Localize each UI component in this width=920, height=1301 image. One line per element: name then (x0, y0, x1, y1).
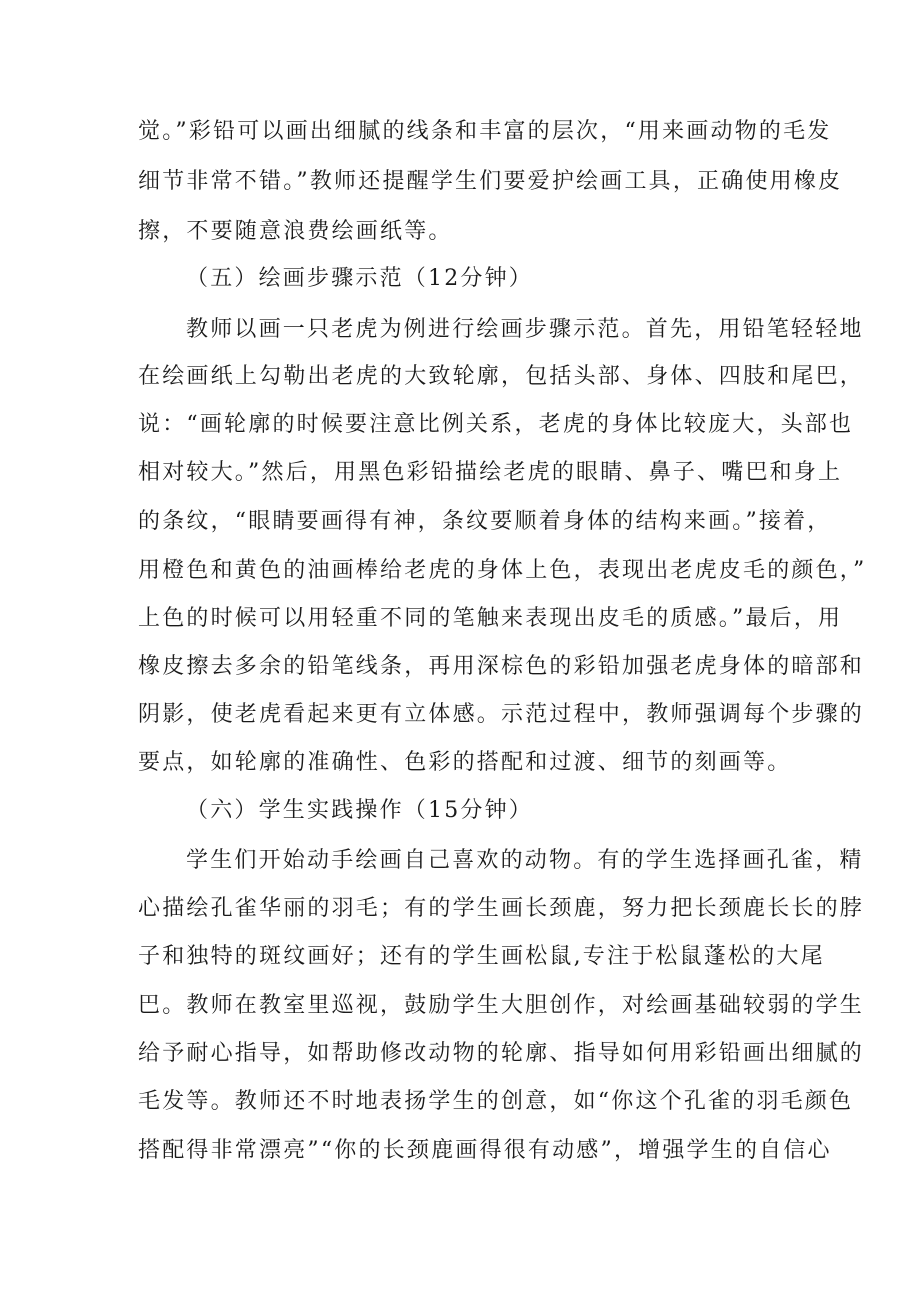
body-line: 说：“画轮廓的时候要注意比例关系，老虎的身体比较庞大，头部也 (138, 412, 854, 437)
body-line: 搭配得非常漂亮”“你的长颈鹿画得很有动感”，增强学生的自信心 (138, 1138, 832, 1163)
body-line: 子和独特的斑纹画好；还有的学生画松鼠,专注于松鼠蓬松的大尾 (138, 944, 825, 969)
body-line: 教师以画一只老虎为例进行绘画步骤示范。首先，用铅笔轻轻地 (186, 317, 864, 342)
body-line: 给予耐心指导，如帮助修改动物的轮廓、指导如何用彩铅画出细腻的 (138, 1041, 865, 1066)
body-line: 学生们开始动手绘画自己喜欢的动物。有的学生选择画孔雀，精 (186, 848, 864, 873)
body-line: 橡皮擦去多余的铅笔线条，再用深棕色的彩铅加强老虎身体的暗部和 (138, 654, 865, 679)
body-line: 细节非常不错。”教师还提醒学生们要爱护绘画工具，正确使用橡皮 (138, 169, 843, 194)
body-line: 觉。”彩铅可以画出细腻的线条和丰富的层次，“用来画动物的毛发 (138, 119, 832, 144)
body-line: 毛发等。教师还不时地表扬学生的创意，如“你这个孔雀的羽毛颜色 (138, 1089, 854, 1114)
body-line: 上色的时候可以用轻重不同的笔触来表现出皮毛的质感。”最后，用 (138, 606, 843, 631)
body-line: 在绘画纸上勾勒出老虎的大致轮廓，包括头部、身体、四肢和尾巴， (138, 364, 865, 389)
body-line: 擦，不要随意浪费绘画纸等。 (138, 219, 453, 244)
body-line: 阴影，使老虎看起来更有立体感。示范过程中，教师强调每个步骤的 (138, 702, 865, 727)
body-line: 的条纹，“眼睛要画得有神，条纹要顺着身体的结构来画。”接着， (138, 509, 832, 534)
body-line: 心描绘孔雀华丽的羽毛；有的学生画长颈鹿，努力把长颈鹿长长的脖 (138, 896, 865, 921)
section-heading: （五）绘画步骤示范（12分钟） (186, 266, 533, 291)
section-heading: （六）学生实践操作（15分钟） (186, 798, 533, 823)
body-line: 巴。教师在教室里巡视，鼓励学生大胆创作，对绘画基础较弱的学生 (138, 993, 865, 1018)
body-line: 用橙色和黄色的油画棒给老虎的身体上色，表现出老虎皮毛的颜色，” (138, 558, 867, 583)
body-line: 相对较大。”然后，用黑色彩铅描绘老虎的眼睛、鼻子、嘴巴和身上 (138, 460, 843, 485)
body-line: 要点，如轮廓的准确性、色彩的搭配和过渡、细节的刻画等。 (138, 750, 792, 775)
